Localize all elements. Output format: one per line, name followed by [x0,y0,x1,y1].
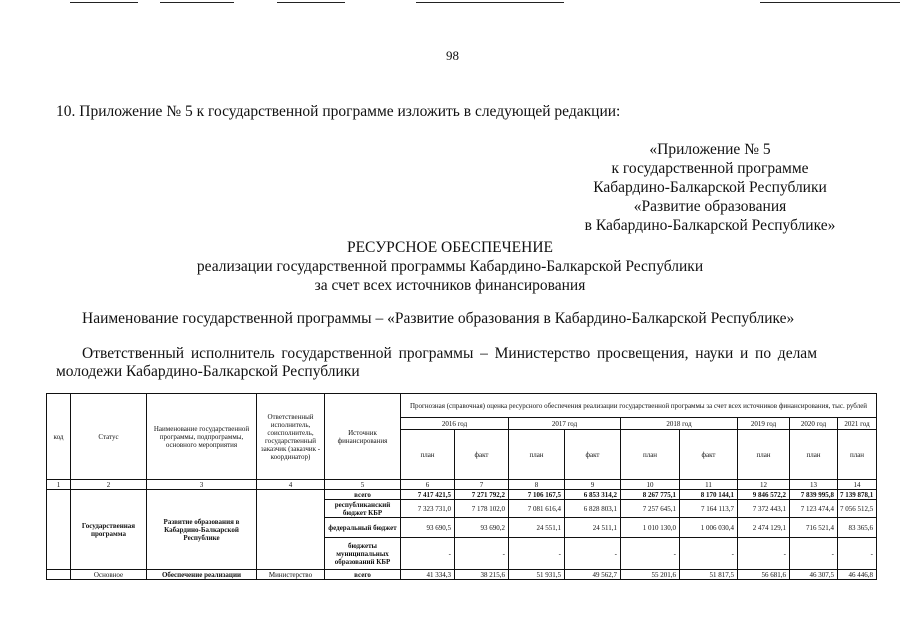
value-cell: 7 271 792,2 [455,490,509,500]
top-rule [760,2,900,3]
program-title: Развитие образования в Кабардино-Балкарской Республике [147,490,257,570]
table-row [47,490,877,500]
value-cell: 8 170 144,1 [680,490,738,500]
column-number: 3 [147,480,257,490]
value-cell: - [565,538,621,570]
value-cell: - [680,538,738,570]
value-cell: 7 081 616,4 [509,500,565,518]
header-sources: Источник финансирования [325,394,401,480]
annex-block [560,140,860,235]
header-status: Статус [71,394,147,480]
program-code [47,490,71,570]
value-cell: 1 006 030,4 [680,518,738,538]
value-cell: - [509,538,565,570]
value-cell: 9 846 572,2 [738,490,790,500]
header-year: 2016 год [401,418,509,430]
value-cell: 7 839 995,8 [790,490,838,500]
column-number: 8 [509,480,565,490]
header-year: 2017 год [509,418,621,430]
value-cell: 7 123 474,4 [790,500,838,518]
header-year: 2018 год [621,418,738,430]
value-cell: 7 257 645,1 [621,500,680,518]
column-number: 5 [325,480,401,490]
resource-table [46,393,877,580]
value-cell: 7 323 731,0 [401,500,455,518]
value-cell: - [621,538,680,570]
header-year: 2021 год [838,418,877,430]
heading-line: за счет всех источников финансирования [314,277,586,294]
heading-line: реализации государственной программы Кабардино-Балкарской Республики [196,258,704,275]
header-plan: план [509,430,565,480]
value-cell: 7 164 113,7 [680,500,738,518]
column-number: 13 [790,480,838,490]
value-cell: 46 446,8 [838,570,877,580]
header-plan: план [838,430,877,480]
table-row [47,570,877,580]
value-cell: 6 828 803,1 [565,500,621,518]
document-heading [100,238,800,295]
annex-line: «Приложение № 5 [649,141,771,158]
responsible-line: молодежи Кабардино-Балкарской Республики [56,363,360,380]
value-cell: 6 853 314,2 [565,490,621,500]
program-name: Наименование государственной программы – «Развитие образования в Кабардино-Балкарской Республике» [82,310,795,327]
value-cell: - [738,538,790,570]
header-plan: план [621,430,680,480]
value-cell: 1 010 130,0 [621,518,680,538]
value-cell: 24 511,1 [565,518,621,538]
value-cell: 46 307,5 [790,570,838,580]
value-cell: 7 372 443,1 [738,500,790,518]
value-cell: 55 201,6 [621,570,680,580]
value-cell: 41 334,3 [401,570,455,580]
header-year: 2019 год [738,418,790,430]
top-rule [277,2,345,3]
header-name: Наименование государственной программы, подпрограммы, основного мероприятия [147,394,257,480]
value-cell: - [455,538,509,570]
column-number-row [47,480,877,490]
value-cell: 8 267 775,1 [621,490,680,500]
annex-line: к государственной программе [611,160,809,177]
header-fact: факт [455,430,509,480]
value-cell: 38 215,6 [455,570,509,580]
value-cell: 51 817,5 [680,570,738,580]
source-cell: всего [325,570,401,580]
value-cell: 49 562,7 [565,570,621,580]
top-rule [70,2,138,3]
column-number: 2 [71,480,147,490]
annex-line: в Кабардино-Балкарской Республике» [584,217,836,234]
header-code: код [47,394,71,480]
value-cell: 2 474 129,1 [738,518,790,538]
column-number: 10 [621,480,680,490]
header-plan: план [401,430,455,480]
activity-status: Основное [71,570,147,580]
value-cell: 24 551,1 [509,518,565,538]
activity-executor: Министерство [257,570,325,580]
source-cell: федеральный бюджет [325,518,401,538]
source-cell: бюджеты муниципальных образований КБР [325,538,401,570]
value-cell: 716 521,4 [790,518,838,538]
column-number: 4 [257,480,325,490]
value-cell: 56 681,6 [738,570,790,580]
value-cell: 7 139 878,1 [838,490,877,500]
column-number: 7 [455,480,509,490]
value-cell: 7 417 421,5 [401,490,455,500]
value-cell: 7 178 102,0 [455,500,509,518]
program-status: Государственная программа [71,490,147,570]
source-cell: всего [325,490,401,500]
heading-title: РЕСУРСНОЕ ОБЕСПЕЧЕНИЕ [346,239,554,256]
header-plan: план [790,430,838,480]
top-rule [416,2,564,3]
header-year: 2020 год [790,418,838,430]
activity-title: Обеспечение реализации [147,570,257,580]
column-number: 12 [738,480,790,490]
value-cell: 7 106 167,5 [509,490,565,500]
header-plan: план [738,430,790,480]
intro-paragraph: 10. Приложение № 5 к государственной программе изложить в следующей редакции: [56,103,621,120]
top-rule [160,2,234,3]
header-forecast: Прогнозная (справочная) оценка ресурсного обеспечения реализации государственной программы за счет всех источников финансирования, тыс. рублей [401,394,877,418]
column-number: 14 [838,480,877,490]
value-cell: 93 690,5 [401,518,455,538]
responsible-line: Ответственный исполнитель государственной программы – Министерство просвещения, науки и по делам [82,345,817,362]
header-fact: факт [565,430,621,480]
program-executor [257,490,325,570]
source-cell: республиканский бюджет КБР [325,500,401,518]
value-cell: 51 931,5 [509,570,565,580]
column-number: 9 [565,480,621,490]
value-cell: 83 365,6 [838,518,877,538]
value-cell: 93 690,2 [455,518,509,538]
annex-line: «Развитие образования [633,198,787,215]
value-cell: - [790,538,838,570]
page-number: 98 [446,48,459,63]
column-number: 1 [47,480,71,490]
value-cell: - [401,538,455,570]
column-number: 11 [680,480,738,490]
column-number: 6 [401,480,455,490]
header-fact: факт [680,430,738,480]
header-executor: Ответственный исполнитель, соисполнитель, государственный заказчик (заказчик - координатор) [257,394,325,480]
value-cell: 7 056 512,5 [838,500,877,518]
value-cell: - [838,538,877,570]
annex-line: Кабардино-Балкарской Республики [593,179,827,196]
activity-code [47,570,71,580]
